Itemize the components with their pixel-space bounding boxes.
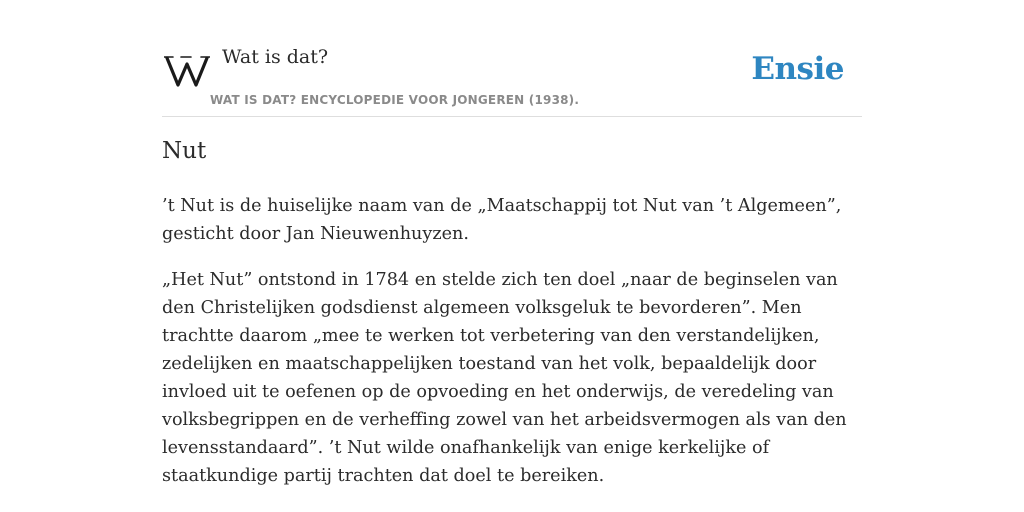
article-title: Nut bbox=[162, 138, 207, 164]
site-title[interactable]: Wat is dat? bbox=[222, 46, 329, 68]
site-header bbox=[162, 40, 862, 117]
ensie-brand-link[interactable]: Ensie bbox=[751, 51, 844, 87]
article-body bbox=[162, 192, 862, 508]
source-subtitle: WAT IS DAT? ENCYCLOPEDIE VOOR JONGEREN (1938). bbox=[210, 93, 580, 107]
wikipedia-w-icon[interactable] bbox=[164, 50, 210, 90]
article-paragraph: „Het Nut” ontstond in 1784 en stelde zich ten doel „naar de beginselen van den Christelijken godsdienst algemeen volksgeluk te bevorderen”. Men trachtte daarom „mee te werken tot verbetering van den verstandelijken, zedelijken en maatschappelijken toestand van het volk, bepaaldelijk door invloed uit te oefenen op de opvoeding en het onderwijs, de veredeling van volksbegrippen en de verheffing zowel van het arbeidsvermogen als van den levensstandaard”. ’t Nut wilde onafhankelijk van enige kerkelijke of staatkundige partij trachten dat doel te bereiken. bbox=[162, 270, 847, 486]
article-paragraph: ’t Nut is de huiselijke naam van de „Maatschappij tot Nut van ’t Algemeen”, gesticht door Jan Nieuwenhuyzen. bbox=[162, 196, 842, 244]
